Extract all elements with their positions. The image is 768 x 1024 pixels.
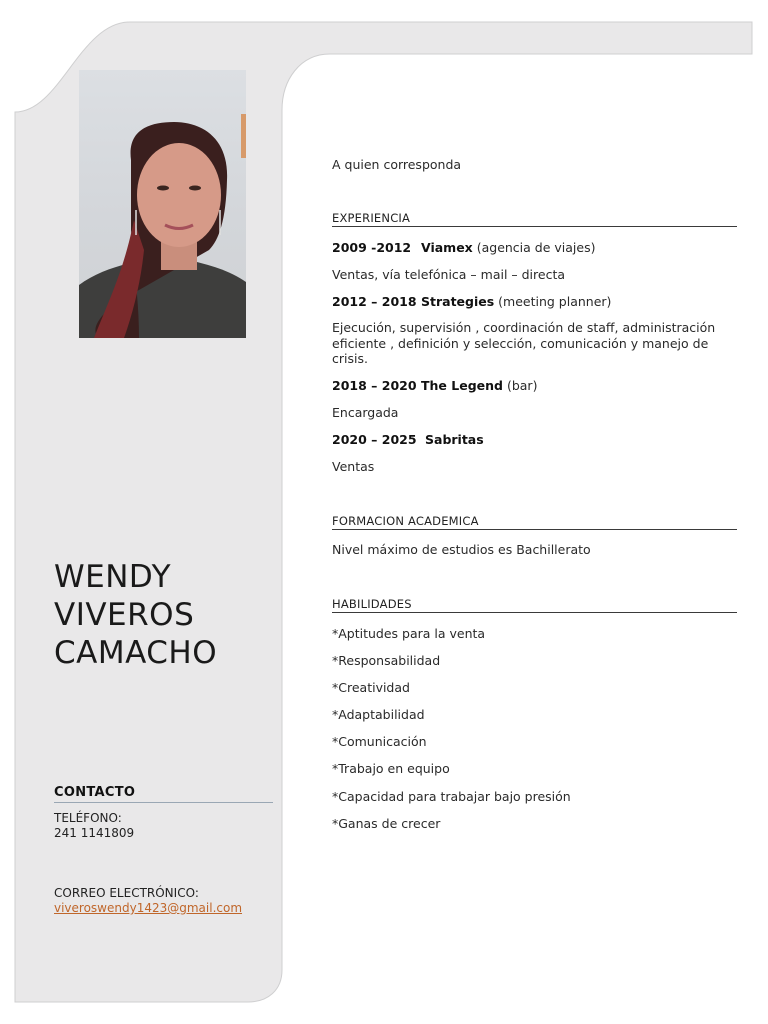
job-4-years: 2020 – 2025 xyxy=(332,432,417,447)
education-heading: FORMACION ACADEMICA xyxy=(332,514,737,530)
job-2-note: (meeting planner) xyxy=(494,294,612,309)
candidate-first-name: WENDY xyxy=(54,559,172,595)
email-label: CORREO ELECTRÓNICO: xyxy=(54,886,199,900)
job-3-company: The Legend xyxy=(421,378,503,393)
skill-item: *Comunicación xyxy=(332,734,427,749)
job-1-years: 2009 -2012 xyxy=(332,240,412,255)
experience-heading: EXPERIENCIA xyxy=(332,211,737,227)
skill-item: *Adaptabilidad xyxy=(332,707,425,722)
skill-item: *Creatividad xyxy=(332,680,410,695)
job-3-header xyxy=(332,378,538,393)
job-1-company: Viamex xyxy=(421,240,473,255)
job-3-description: Encargada xyxy=(332,405,399,420)
phone-number: 241 1141809 xyxy=(54,826,135,840)
job-4-header xyxy=(332,432,484,447)
job-3-note: (bar) xyxy=(502,378,538,393)
candidate-last-name-1: VIVEROS xyxy=(54,597,195,633)
job-1-description: Ventas, vía telefónica – mail – directa xyxy=(332,267,566,282)
skill-item: *Trabajo en equipo xyxy=(332,761,450,776)
contact-heading: CONTACTO xyxy=(54,785,136,800)
skill-item: *Responsabilidad xyxy=(332,653,441,668)
job-4-description: Ventas xyxy=(332,459,375,474)
profile-photo xyxy=(79,70,246,338)
job-2-header xyxy=(332,294,612,309)
job-2-years: 2012 – 2018 xyxy=(332,294,417,309)
contact-divider xyxy=(54,802,273,803)
job-2-description: Ejecución, supervisión , coordinación de staff, administración eficiente , definición y selección, comunicación y manejo de crisis. xyxy=(332,320,716,366)
phone-label: TELÉFONO: xyxy=(54,811,122,825)
job-4-company: Sabritas xyxy=(425,432,484,447)
job-3-years: 2018 – 2020 xyxy=(332,378,417,393)
skill-item: *Ganas de crecer xyxy=(332,816,441,831)
email-link[interactable]: viveroswendy1423@gmail.com xyxy=(54,901,243,915)
job-1-header xyxy=(332,240,596,255)
job-2-company: Strategies xyxy=(421,294,495,309)
skill-item: *Capacidad para trabajar bajo presión xyxy=(332,789,571,804)
greeting: A quien corresponda xyxy=(332,157,462,172)
skill-item: *Aptitudes para la venta xyxy=(332,626,486,641)
job-1-note: (agencia de viajes) xyxy=(472,240,596,255)
education-text: Nivel máximo de estudios es Bachillerato xyxy=(332,542,591,557)
candidate-last-name-2: CAMACHO xyxy=(54,635,218,671)
skills-heading: HABILIDADES xyxy=(332,597,737,613)
